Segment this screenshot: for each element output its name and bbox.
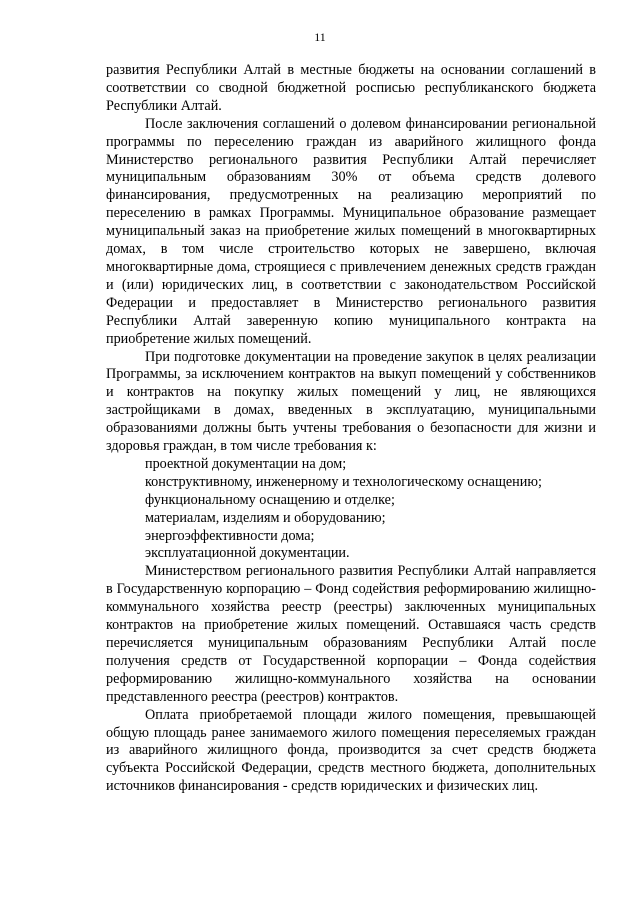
list-item: эксплуатационной документации. [145, 545, 350, 562]
paragraph-payment: Оплата приобретаемой площади жилого помещения, превышающей общую площадь ранее занимаемого жилого помещения переселяемых граждан из аварийного жилищного фонда, производится за счет средств бюджета субъекта Российской Федерации, средств местного бюджета, дополнительных источников финансирования - средств юридических и физических лиц. [106, 706, 596, 795]
list-item: конструктивному, инженерному и технологическому оснащению; [145, 473, 542, 490]
paragraph-continuation: развития Республики Алтай в местные бюджеты на основании соглашений в соответствии со сводной бюджетной росписью республиканского бюджета Республики Алтай. [106, 62, 596, 114]
list-item: проектной документации на дом; [145, 455, 347, 472]
requirements-list [106, 456, 596, 563]
paragraph-agreements: После заключения соглашений о долевом финансировании региональной программы по переселению граждан из аварийного жилищного фонда Министерство регионального развития Республики Алтай перечисляет муниципальным образованиям 30% от объема средств долевого финансирования, предусмотренных на реализацию мероприятий по переселению в рамках Программы. Муниципальное образование размещает муниципальный заказ на приобретение жилых помещений в многоквартирных домах, в том числе строительство которых не завершено, включая многоквартирные дома, строящиеся с привлечением денежных средств граждан и (или) юридических лиц, в соответствии с законодательством Российской Федерации и предоставляет в Министерство регионального развития Республики Алтай заверенную копию муниципального контракта на приобретение жилых помещений. [106, 115, 596, 347]
document-body [106, 62, 596, 796]
list-item: энергоэффективности дома; [145, 527, 315, 544]
list-item: функциональному оснащению и отделке; [145, 491, 395, 508]
paragraph-registry: Министерством регионального развития Республики Алтай направляется в Государственную корпорацию – Фонд содействия реформированию жилищно-коммунального хозяйства реестр (реестры) заключенных муниципальных контрактов на приобретение жилых помещений. Оставшаяся часть средств перечисляется муниципальным образованиям Республики Алтай после получения средств от Государственной корпорации – Фонда содействия реформированию жилищно-коммунального хозяйства на основании представленного реестра (реестров) контрактов. [106, 563, 596, 705]
paragraph-procurement: При подготовке документации на проведение закупок в целях реализации Программы, за исключением контрактов на выкуп помещений у собственников и контрактов на покупку жилых помещений у лиц, не являющихся застройщиками в домах, введенных в эксплуатацию, муниципальными образованиями должны быть учтены требования о безопасности для жизни и здоровья граждан, в том числе требования к: [106, 348, 596, 455]
list-item: материалам, изделиям и оборудованию; [145, 509, 386, 526]
page-number: 11 [314, 30, 326, 44]
